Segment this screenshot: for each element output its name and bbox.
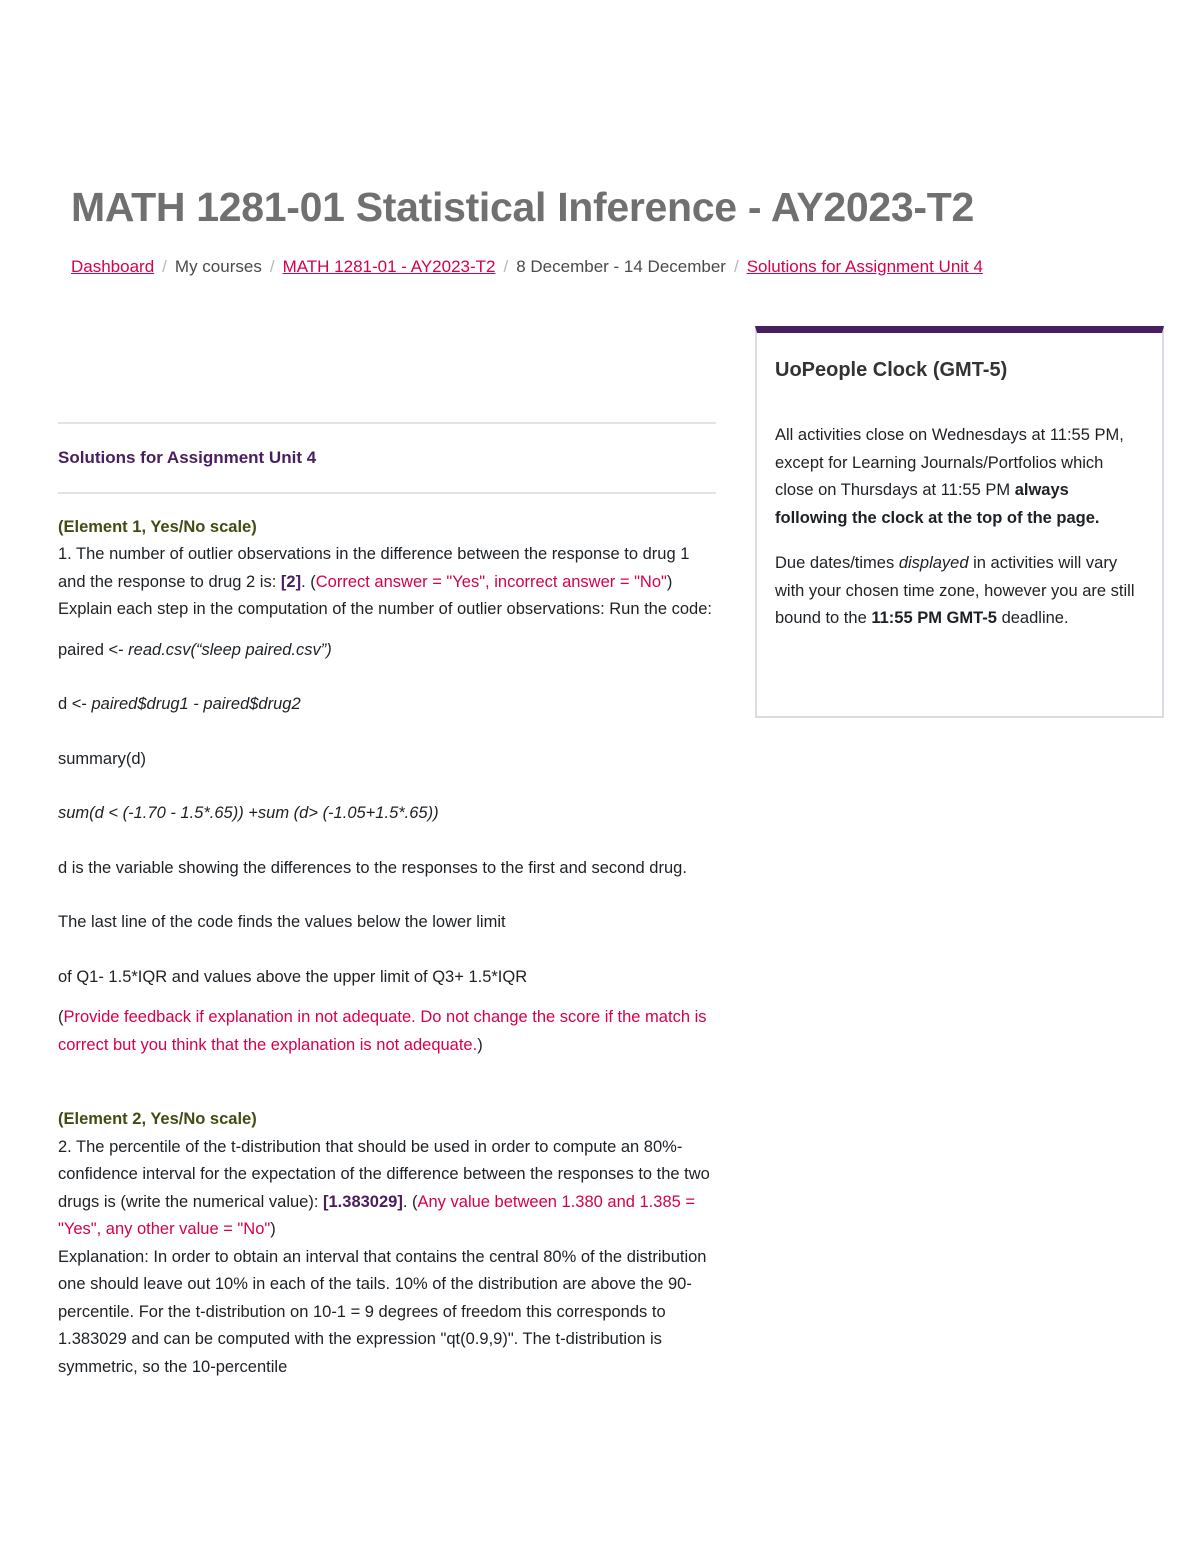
code-line-2 [58, 691, 716, 719]
breadcrumb-separator: / [269, 257, 275, 276]
punctuation: . ( [402, 1192, 418, 1211]
grading-note-2: Any value between 1.380 and 1.385 = "Yes", any other value = "No" [58, 1192, 696, 1238]
code-line-3: summary(d) [58, 749, 147, 768]
breadcrumb-week: 8 December - 14 December [516, 257, 726, 276]
breadcrumb-assignment-link[interactable]: Solutions for Assignment Unit 4 [746, 257, 983, 276]
answer-1: [2] [280, 572, 302, 591]
breadcrumb-my-courses: My courses [174, 257, 262, 276]
code-line-1 [58, 637, 716, 665]
question-2 [58, 1134, 716, 1244]
clock-text: in activities will vary with your chosen time zone, however you are still bound to the [775, 554, 1135, 627]
page-title: MATH 1281-01 Statistical Inference - AY2023-T2 [71, 184, 975, 230]
clock-paragraph-1 [775, 422, 1144, 532]
breadcrumb-dashboard-link[interactable]: Dashboard [71, 257, 155, 276]
uopeople-clock-block [755, 326, 1164, 718]
grading-note-1: Correct answer = "Yes", incorrect answer = "No" [315, 572, 667, 591]
description-3: of Q1- 1.5*IQR and values above the upper limit of Q3+ 1.5*IQR [58, 967, 528, 986]
element-1-title: (Element 1, Yes/No scale) [58, 517, 257, 536]
answer-2: [1.383029] [323, 1192, 403, 1211]
breadcrumb-course-link[interactable]: MATH 1281-01 - AY2023-T2 [282, 257, 496, 276]
code-line-4 [58, 800, 716, 828]
element-2-title: (Element 2, Yes/No scale) [58, 1110, 257, 1128]
element-2 [58, 1106, 716, 1381]
code-text-italic: paired$drug1 - paired$drug2 [91, 695, 301, 713]
description-1: d is the variable showing the differences to the responses to the first and second drug. [58, 858, 687, 877]
punctuation: ) [477, 1035, 483, 1054]
divider [58, 492, 716, 494]
code-text: d <- [58, 695, 92, 713]
explanation-2: Explanation: In order to obtain an interval that contains the central 80% of the distribution one should leave out 10% in each of the tails. 10% of the distribution are above the 90-percentile. For the t-distribution on 10-1 = 9 degrees of freedom this corresponds to 1.383029 and can be computed with the expression "qt(0.9,9)". The t-distribution is symmetric, so the 10-percentile [58, 1247, 707, 1376]
breadcrumb-separator: / [503, 257, 509, 276]
feedback-note [58, 1004, 716, 1059]
code-text-italic: sum(d < (-1.70 - 1.5*.65)) +sum (d> (-1.05+1.5*.65)) [58, 804, 439, 822]
question-1 [58, 541, 716, 596]
punctuation: . ( [301, 572, 316, 591]
clock-title: UoPeople Clock (GMT-5) [775, 359, 1008, 381]
punctuation: ) [666, 572, 673, 591]
code-text-italic: read.csv(“sleep paired.csv”) [128, 640, 332, 659]
clock-paragraph-2 [775, 550, 1144, 633]
question-1-text: 1. The number of outlier observations in the difference between the response to drug 1 and the response to drug 2 is: [58, 545, 690, 591]
punctuation: ) [270, 1220, 276, 1238]
clock-text-italic: displayed [898, 554, 969, 572]
main-content [58, 422, 716, 1381]
clock-body [775, 422, 1144, 633]
description-2: The last line of the code finds the values below the lower limit [58, 913, 506, 931]
breadcrumb-separator: / [733, 257, 739, 276]
breadcrumb-separator: / [162, 257, 167, 276]
feedback-text: Provide feedback if explanation in not adequate. Do not change the score if the match is correct but you think that the explanation is not adequate. [58, 1008, 707, 1054]
element-1 [58, 514, 716, 1060]
question-2-text: 2. The percentile of the t-distribution that should be used in order to compute an 80%-confidence interval for the expectation of the difference between the responses to the two drugs is (write the numerical value): [58, 1137, 710, 1211]
punctuation: ( [58, 1008, 64, 1026]
clock-text-bold: 11:55 PM GMT-5 [871, 609, 997, 627]
clock-text-bold: always following the clock at the top of the page. [775, 481, 1100, 527]
code-text: paired <- [58, 640, 129, 659]
clock-text: Due dates/times [775, 554, 899, 572]
explain-instruction: Explain each step in the computation of the number of outlier observations: Run the code: [58, 600, 712, 618]
clock-text: deadline. [996, 609, 1069, 627]
clock-text: All activities close on Wednesdays at 11:55 PM, except for Learning Journals/Portfolios which close on Thursdays at 11:55 PM [775, 426, 1124, 499]
breadcrumb [71, 257, 983, 277]
section-heading: Solutions for Assignment Unit 4 [58, 448, 317, 467]
